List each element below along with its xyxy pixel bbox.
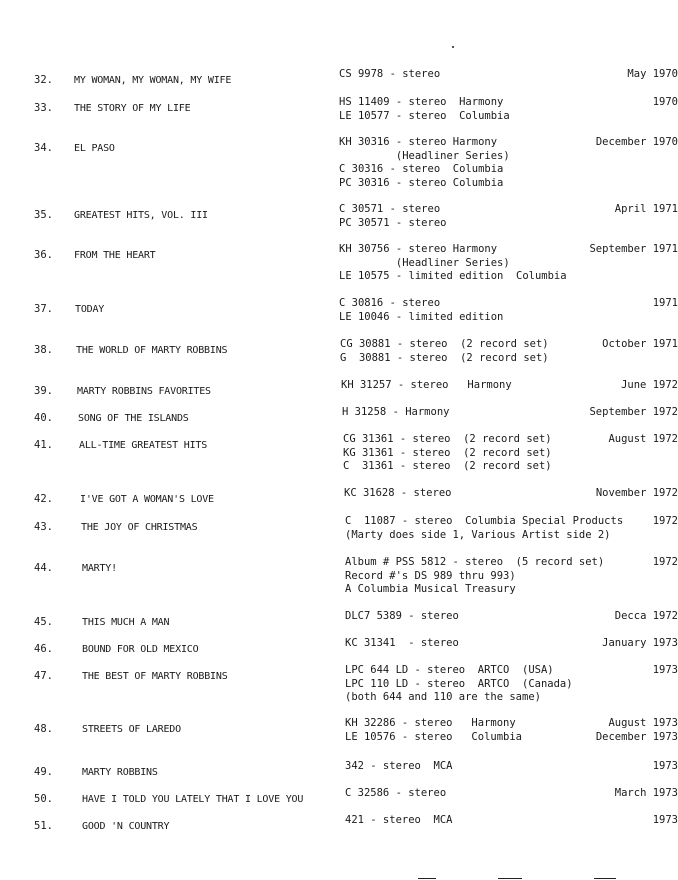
- release-date: October 1971: [602, 338, 678, 350]
- entry-number: 38.: [34, 344, 53, 356]
- release-date: November 1972: [595, 487, 678, 499]
- catalog-details: [343, 433, 552, 474]
- catalog-line: (Marty does side 1, Various Artist side 2): [345, 528, 611, 541]
- catalog-line: LE 10046 - limited edition: [339, 310, 504, 323]
- entry-number: 45.: [34, 616, 53, 628]
- catalog-line: H 31258 - Harmony: [342, 406, 450, 418]
- album-title: SONG OF THE ISLANDS: [78, 413, 189, 424]
- album-title: HAVE I TOLD YOU LATELY THAT I LOVE YOU: [82, 794, 304, 805]
- catalog-details: [339, 68, 440, 82]
- entry-number: 50.: [34, 793, 53, 805]
- catalog-line: LPC 644 LD - stereo ARTCO (USA): [345, 664, 554, 676]
- catalog-line: PC 30316 - stereo Columbia: [339, 176, 504, 189]
- catalog-details: [345, 717, 522, 744]
- catalog-line: KC 31341 - stereo: [345, 637, 459, 649]
- album-title: THE BEST OF MARTY ROBBINS: [82, 671, 228, 682]
- entry-number: 48.: [34, 723, 53, 735]
- catalog-line: LE 10576 - stereo Columbia: [345, 730, 523, 743]
- release-date: March 1973: [614, 787, 678, 799]
- album-title: THE JOY OF CHRISTMAS: [81, 522, 198, 533]
- album-title: MARTY ROBBINS FAVORITES: [77, 386, 211, 397]
- entry-number: 43.: [34, 521, 53, 533]
- footer-rule-3: [594, 878, 616, 879]
- album-title: THIS MUCH A MAN: [82, 617, 170, 628]
- catalog-line: C 30316 - stereo Columbia: [339, 163, 504, 176]
- catalog-details: [339, 96, 510, 123]
- catalog-line: 342 - stereo MCA: [345, 760, 453, 772]
- entry-number: 34.: [34, 142, 53, 154]
- catalog-details: [345, 515, 623, 542]
- catalog-details: [339, 203, 446, 230]
- release-date: 1973: [652, 814, 678, 826]
- album-title: GOOD 'N COUNTRY: [82, 821, 170, 832]
- album-title: FROM THE HEART: [74, 250, 156, 261]
- catalog-line: (Headliner Series): [339, 149, 510, 162]
- catalog-line: C 31361 - stereo (2 record set): [343, 460, 552, 473]
- album-title: STREETS OF LAREDO: [82, 724, 181, 735]
- catalog-line: LE 10577 - stereo Columbia: [339, 109, 510, 122]
- catalog-details: [339, 243, 567, 284]
- entry-number: 46.: [34, 643, 53, 655]
- entry-number: 35.: [34, 209, 53, 221]
- entry-number: 39.: [34, 385, 53, 397]
- catalog-details: [345, 556, 604, 597]
- release-date: June 1972: [621, 379, 678, 391]
- entry-number: 42.: [34, 493, 53, 505]
- catalog-line: Album # PSS 5812 - stereo (5 record set): [345, 556, 605, 568]
- album-title: MARTY ROBBINS: [82, 767, 158, 778]
- catalog-details: [345, 814, 452, 828]
- catalog-line: LPC 110 LD - stereo ARTCO (Canada): [345, 677, 573, 690]
- release-date: May 1970: [627, 68, 678, 80]
- catalog-line: (Headliner Series): [339, 256, 510, 269]
- album-title: I'VE GOT A WOMAN'S LOVE: [80, 494, 214, 505]
- release-date: September 1972: [589, 406, 678, 418]
- catalog-details: [345, 664, 573, 705]
- entry-number: 41.: [34, 439, 53, 451]
- release-date: April 1971: [614, 203, 678, 215]
- release-date: January 1973: [602, 637, 678, 649]
- entry-number: 37.: [34, 303, 53, 315]
- entry-number: 49.: [34, 766, 53, 778]
- catalog-line: C 11087 - stereo Columbia Special Products: [345, 515, 624, 527]
- release-date: Decca 1972: [614, 610, 678, 622]
- entry-number: 44.: [34, 562, 53, 574]
- release-date: August 1972: [608, 433, 678, 445]
- release-date: 1973: [652, 664, 678, 676]
- catalog-details: [344, 487, 451, 501]
- album-title: ALL-TIME GREATEST HITS: [79, 440, 208, 451]
- catalog-line: HS 11409 - stereo Harmony: [339, 96, 504, 108]
- release-date: 1971: [652, 297, 678, 309]
- catalog-line: KH 30316 - stereo Harmony: [339, 136, 498, 148]
- entry-number: 32.: [34, 74, 53, 86]
- catalog-line: G 30881 - stereo (2 record set): [340, 351, 549, 364]
- album-title: TODAY: [75, 304, 105, 315]
- release-date: 1972: [652, 556, 678, 568]
- entry-number: 33.: [34, 102, 53, 114]
- catalog-line: C 30571 - stereo: [339, 203, 441, 215]
- entry-number: 40.: [34, 412, 53, 424]
- entry-number: 47.: [34, 670, 53, 682]
- release-date: December 1970: [595, 136, 678, 148]
- catalog-details: [345, 760, 452, 774]
- catalog-line: CG 30881 - stereo (2 record set): [340, 338, 549, 350]
- release-date: 1970: [652, 96, 678, 108]
- catalog-line: CS 9978 - stereo: [339, 68, 441, 80]
- catalog-line: C 30816 - stereo: [339, 297, 441, 309]
- catalog-line: KG 31361 - stereo (2 record set): [343, 446, 552, 459]
- release-date: 1972: [652, 515, 678, 527]
- catalog-line: A Columbia Musical Treasury: [345, 583, 516, 596]
- catalog-line: DLC7 5389 - stereo: [345, 610, 459, 622]
- album-title: MARTY!: [82, 563, 117, 574]
- catalog-line: CG 31361 - stereo (2 record set): [343, 433, 552, 445]
- footer-rule-1: [418, 878, 436, 879]
- catalog-line: (both 644 and 110 are the same): [345, 691, 541, 704]
- catalog-line: KH 32286 - stereo Harmony: [345, 717, 516, 729]
- catalog-details: [345, 637, 459, 651]
- entry-number: 51.: [34, 820, 53, 832]
- album-title: THE STORY OF MY LIFE: [74, 103, 191, 114]
- catalog-details: [345, 610, 459, 624]
- entry-number: 36.: [34, 249, 53, 261]
- catalog-details: [340, 338, 549, 365]
- album-title: EL PASO: [74, 143, 115, 154]
- album-title: THE WORLD OF MARTY ROBBINS: [76, 345, 228, 356]
- album-title: GREATEST HITS, VOL. III: [74, 210, 208, 221]
- catalog-line: Record #'s DS 989 thru 993): [345, 569, 516, 582]
- speck-mark: [452, 46, 454, 48]
- release-date: August 1973: [608, 717, 678, 729]
- catalog-line: KH 31257 - stereo Harmony: [341, 379, 512, 391]
- album-title: BOUND FOR OLD MEXICO: [82, 644, 199, 655]
- catalog-line: PC 30571 - stereo: [339, 216, 447, 229]
- catalog-line: 421 - stereo MCA: [345, 814, 453, 826]
- catalog-line: KH 30756 - stereo Harmony: [339, 243, 498, 255]
- catalog-details: [341, 379, 512, 393]
- catalog-line: LE 10575 - limited edition Columbia: [339, 270, 567, 283]
- footer-rule-2: [498, 878, 522, 879]
- catalog-details: [339, 136, 510, 190]
- release-date-secondary: December 1973: [595, 730, 678, 743]
- release-date: 1973: [652, 760, 678, 772]
- catalog-line: KC 31628 - stereo: [344, 487, 452, 499]
- catalog-details: [339, 297, 503, 324]
- catalog-line: C 32586 - stereo: [345, 787, 447, 799]
- catalog-details: [342, 406, 449, 420]
- catalog-details: [345, 787, 446, 801]
- album-title: MY WOMAN, MY WOMAN, MY WIFE: [74, 75, 232, 86]
- release-date: September 1971: [589, 243, 678, 255]
